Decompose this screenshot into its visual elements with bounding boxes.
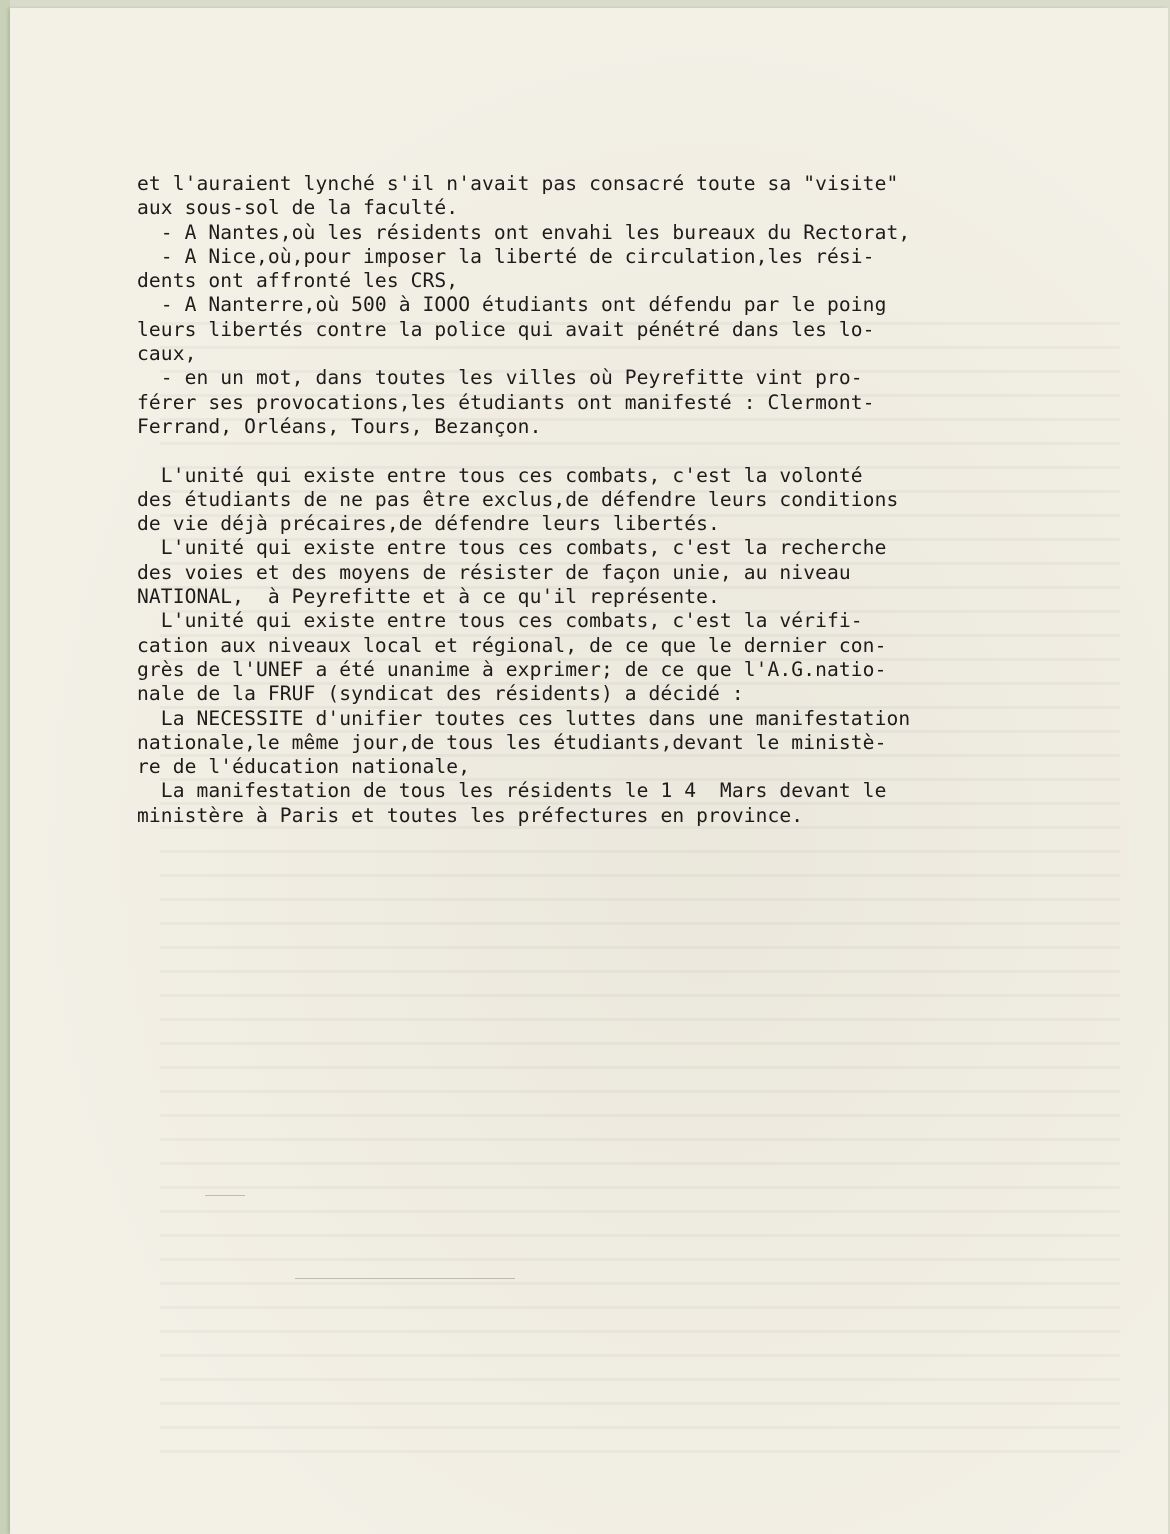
text-line: NATIONAL, à Peyrefitte et à ce qu'il représente.: [137, 585, 720, 609]
text-line: nationale,le même jour,de tous les étudiants,devant le ministè-: [137, 730, 887, 754]
text-line: des étudiants de ne pas être exclus,de défendre leurs conditions: [137, 487, 899, 511]
text-line: cation aux niveaux local et régional, de ce que le dernier con-: [137, 633, 887, 657]
text-line: - en un mot, dans toutes les villes où Peyrefitte vint pro-: [137, 366, 863, 390]
text-line: nale de la FRUF (syndicat des résidents) a décidé :: [137, 682, 744, 706]
text-line: des voies et des moyens de résister de façon unie, au niveau: [137, 560, 851, 584]
page-edge: [0, 0, 10, 1534]
text-line: et l'auraient lynché s'il n'avait pas consacré toute sa "visite": [137, 172, 899, 195]
text-line: Ferrand, Orléans, Tours, Bezançon.: [137, 414, 542, 438]
text-line: - A Nanterre,où 500 à IOOO étudiants ont défendu par le poing: [137, 293, 887, 317]
text-line: L'unité qui existe entre tous ces combats, c'est la recherche: [137, 536, 887, 560]
text-line: férer ses provocations,les étudiants ont manifesté : Clermont-: [137, 390, 875, 414]
text-line: grès de l'UNEF a été unanime à exprimer; de ce que l'A.G.natio-: [137, 657, 887, 681]
text-line: leurs libertés contre la police qui avait pénétré dans les lo-: [137, 317, 875, 341]
text-line: dents ont affronté les CRS,: [137, 269, 459, 293]
text-line: La NECESSITE d'unifier toutes ces luttes dans une manifestation: [137, 706, 911, 730]
blank-line: [137, 439, 1137, 463]
text-line: - A Nantes,où les résidents ont envahi les bureaux du Rectorat,: [137, 220, 911, 244]
text-line: de vie déjà précaires,de défendre leurs libertés.: [137, 512, 720, 536]
text-line: caux,: [137, 342, 197, 366]
stray-mark: [205, 1195, 245, 1196]
text-line: ministère à Paris et toutes les préfectures en province.: [137, 803, 804, 827]
text-line: L'unité qui existe entre tous ces combats, c'est la vérifi-: [137, 609, 863, 633]
text-line: re de l'éducation nationale,: [137, 755, 471, 779]
text-line: L'unité qui existe entre tous ces combats, c'est la volonté: [137, 463, 863, 487]
typed-body-text: [137, 172, 1137, 828]
text-line: - A Nice,où,pour imposer la liberté de circulation,les rési-: [137, 244, 875, 268]
stray-mark: [295, 1278, 515, 1279]
text-line: aux sous-sol de la faculté.: [137, 196, 459, 220]
text-line: La manifestation de tous les résidents le 1 4 Mars devant le: [137, 779, 887, 803]
